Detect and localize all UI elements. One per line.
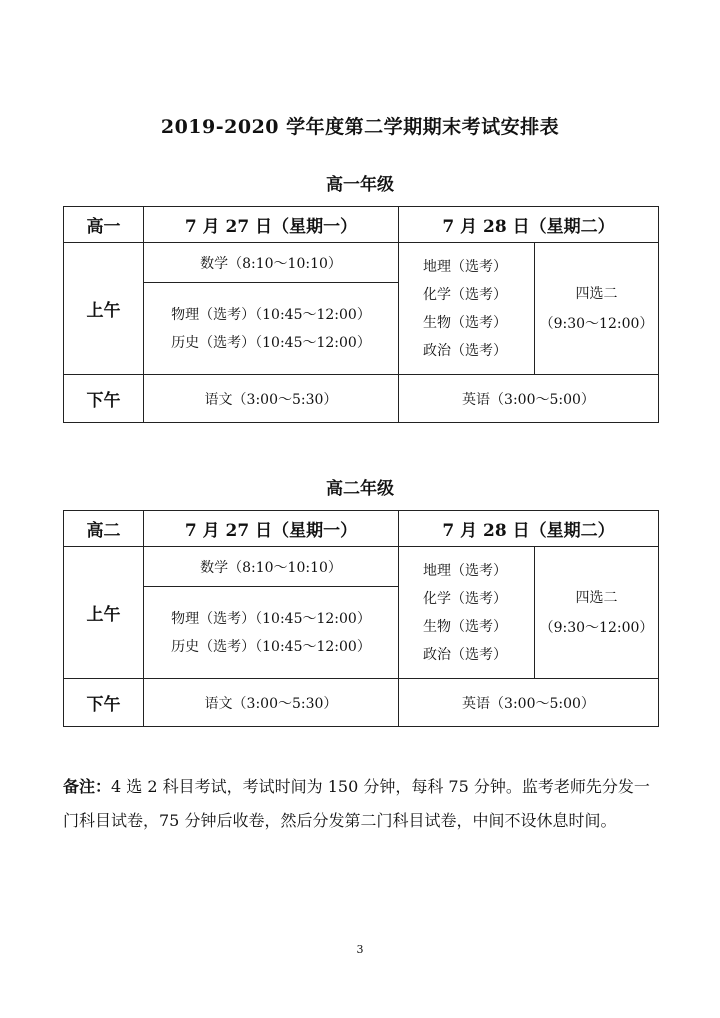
afternoon-label: 下午: [64, 679, 144, 727]
morning-label: 上午: [64, 243, 144, 375]
elective-item: 生物（选考）: [423, 618, 507, 635]
elective-item: 化学（选考）: [423, 286, 507, 303]
history-exam: 历史（选考）（10:45～12:00）: [171, 638, 371, 655]
math-exam: 数学（8:10～10:10）: [144, 547, 399, 587]
schedule-table: [63, 206, 659, 423]
page-number: 3: [356, 943, 364, 956]
physics-history-exam: [144, 283, 399, 375]
day2-header: 7 月 28 日（星期二）: [399, 207, 659, 243]
grade-heading: 高二年级: [326, 479, 394, 499]
elective-item: 地理（选考）: [423, 258, 507, 275]
grade-heading: 高一年级: [326, 175, 394, 195]
math-exam: 数学（8:10～10:10）: [144, 243, 399, 283]
physics-history-exam: [144, 587, 399, 679]
english-exam: 英语（3:00～5:00）: [399, 375, 659, 423]
four-choose-two: [535, 243, 659, 375]
elective-list: [399, 243, 535, 375]
corner-cell: 高一: [64, 207, 144, 243]
elective-item: 地理（选考）: [423, 562, 507, 579]
elective-list: [399, 547, 535, 679]
four-choose-two-label: 四选二: [575, 589, 618, 606]
note-text: 4 选 2 科目考试，考试时间为 150 分钟，每科 75 分钟。监考老师先分发一门科目试卷，75 分钟后收卷，然后分发第二门科目试卷，中间不设休息时间。: [63, 777, 650, 830]
note-label: 备注：: [63, 777, 112, 796]
corner-cell: 高二: [64, 511, 144, 547]
elective-item: 生物（选考）: [423, 314, 507, 331]
four-choose-two: [535, 547, 659, 679]
note-paragraph: [63, 770, 663, 838]
physics-exam: 物理（选考）（10:45～12:00）: [171, 306, 371, 323]
schedule-table: [63, 510, 659, 727]
four-choose-two-time: （9:30～12:00）: [539, 619, 654, 636]
day2-header: 7 月 28 日（星期二）: [399, 511, 659, 547]
history-exam: 历史（选考）（10:45～12:00）: [171, 334, 371, 351]
page-title: 2019-2020 学年度第二学期期末考试安排表: [160, 116, 560, 138]
elective-item: 政治（选考）: [423, 342, 507, 359]
english-exam: 英语（3:00～5:00）: [399, 679, 659, 727]
four-choose-two-time: （9:30～12:00）: [539, 315, 654, 332]
chinese-exam: 语文（3:00～5:30）: [144, 679, 399, 727]
afternoon-label: 下午: [64, 375, 144, 423]
four-choose-two-label: 四选二: [575, 285, 618, 302]
day1-header: 7 月 27 日（星期一）: [144, 207, 399, 243]
elective-item: 化学（选考）: [423, 590, 507, 607]
chinese-exam: 语文（3:00～5:30）: [144, 375, 399, 423]
elective-item: 政治（选考）: [423, 646, 507, 663]
physics-exam: 物理（选考）（10:45～12:00）: [171, 610, 371, 627]
day1-header: 7 月 27 日（星期一）: [144, 511, 399, 547]
morning-label: 上午: [64, 547, 144, 679]
